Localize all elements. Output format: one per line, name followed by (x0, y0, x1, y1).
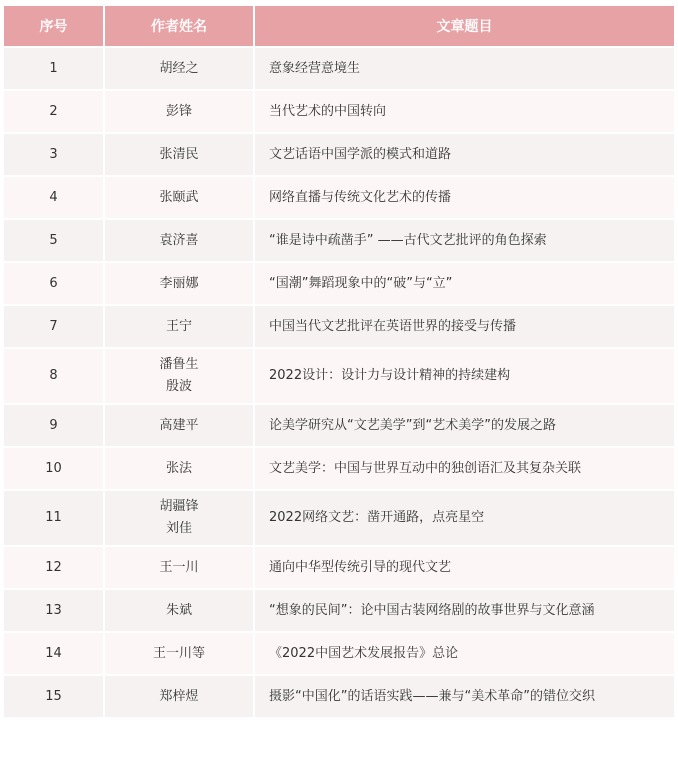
row-authors (104, 90, 254, 133)
author-name: 殷波 (165, 379, 192, 394)
row-index: 6 (4, 262, 104, 305)
row-authors (104, 589, 254, 632)
row-title: 中国当代文艺批评在英语世界的接受与传播 (254, 305, 674, 348)
table-row (4, 589, 674, 632)
author-name: 李丽娜 (159, 275, 199, 291)
row-authors (104, 305, 254, 348)
table-row (4, 490, 674, 546)
row-authors (104, 632, 254, 675)
table-row (4, 219, 674, 262)
row-title: “谁是诗中疏凿手” ——古代文艺批评的角色探索 (254, 219, 674, 262)
row-authors (104, 47, 254, 90)
author-name: 张颐武 (159, 189, 199, 205)
row-title: 通向中华型传统引导的现代文艺 (254, 546, 674, 589)
row-index: 1 (4, 47, 104, 90)
row-title: “国潮”舞蹈现象中的“破”与“立” (254, 262, 674, 305)
author-name: 胡经之 (159, 60, 199, 76)
row-authors (104, 348, 254, 404)
author-name: 郑梓煜 (159, 688, 199, 704)
row-index: 8 (4, 348, 104, 404)
row-authors (104, 176, 254, 219)
row-authors (104, 133, 254, 176)
row-index: 10 (4, 447, 104, 490)
table-row (4, 305, 674, 348)
table-row (4, 47, 674, 90)
row-authors (104, 219, 254, 262)
header-row (4, 6, 674, 47)
article-table-container (4, 6, 674, 717)
header-index: 序号 (4, 6, 104, 47)
author-name: 张法 (165, 460, 192, 476)
table-row (4, 90, 674, 133)
table-row (4, 546, 674, 589)
table-row (4, 675, 674, 717)
header-title: 文章题目 (254, 6, 674, 47)
author-name: 王一川等 (152, 645, 205, 661)
row-authors (104, 546, 254, 589)
row-title: 2022网络文艺：凿开通路，点亮星空 (254, 490, 674, 546)
row-title: 网络直播与传统文化艺术的传播 (254, 176, 674, 219)
row-authors (104, 447, 254, 490)
row-index: 4 (4, 176, 104, 219)
author-name: 张清民 (159, 146, 199, 162)
author-name: 王宁 (165, 318, 192, 334)
author-name: 高建平 (159, 417, 199, 433)
row-authors (104, 404, 254, 447)
author-name: 王一川 (159, 559, 199, 575)
table-row (4, 632, 674, 675)
author-name: 刘佳 (165, 521, 192, 536)
row-index: 5 (4, 219, 104, 262)
table-row (4, 176, 674, 219)
header-author: 作者姓名 (104, 6, 254, 47)
author-name: 潘鲁生 (159, 357, 199, 372)
row-title: 文艺美学：中国与世界互动中的独创语汇及其复杂关联 (254, 447, 674, 490)
author-name: 袁济喜 (159, 232, 199, 248)
author-name: 彭锋 (165, 103, 192, 119)
row-authors (104, 675, 254, 717)
table-row (4, 348, 674, 404)
article-table (4, 6, 674, 717)
row-title: 摄影“中国化”的话语实践——兼与“美术革命”的错位交织 (254, 675, 674, 717)
table-row (4, 404, 674, 447)
table-row (4, 262, 674, 305)
table-body (4, 47, 674, 717)
row-index: 15 (4, 675, 104, 717)
author-name: 朱斌 (165, 602, 192, 618)
row-index: 11 (4, 490, 104, 546)
row-index: 9 (4, 404, 104, 447)
table-row (4, 447, 674, 490)
row-index: 12 (4, 546, 104, 589)
row-title: 文艺话语中国学派的模式和道路 (254, 133, 674, 176)
row-authors (104, 262, 254, 305)
row-title: 2022设计：设计力与设计精神的持续建构 (254, 348, 674, 404)
author-name: 胡疆锋 (159, 499, 199, 514)
row-title: “想象的民间”：论中国古装网络剧的故事世界与文化意涵 (254, 589, 674, 632)
row-title: 意象经营意境生 (254, 47, 674, 90)
row-index: 7 (4, 305, 104, 348)
row-index: 14 (4, 632, 104, 675)
row-index: 2 (4, 90, 104, 133)
row-title: 《2022中国艺术发展报告》总论 (254, 632, 674, 675)
row-title: 论美学研究从“文艺美学”到“艺术美学”的发展之路 (254, 404, 674, 447)
table-row (4, 133, 674, 176)
row-authors (104, 490, 254, 546)
row-index: 13 (4, 589, 104, 632)
table-header (4, 6, 674, 47)
row-title: 当代艺术的中国转向 (254, 90, 674, 133)
row-index: 3 (4, 133, 104, 176)
